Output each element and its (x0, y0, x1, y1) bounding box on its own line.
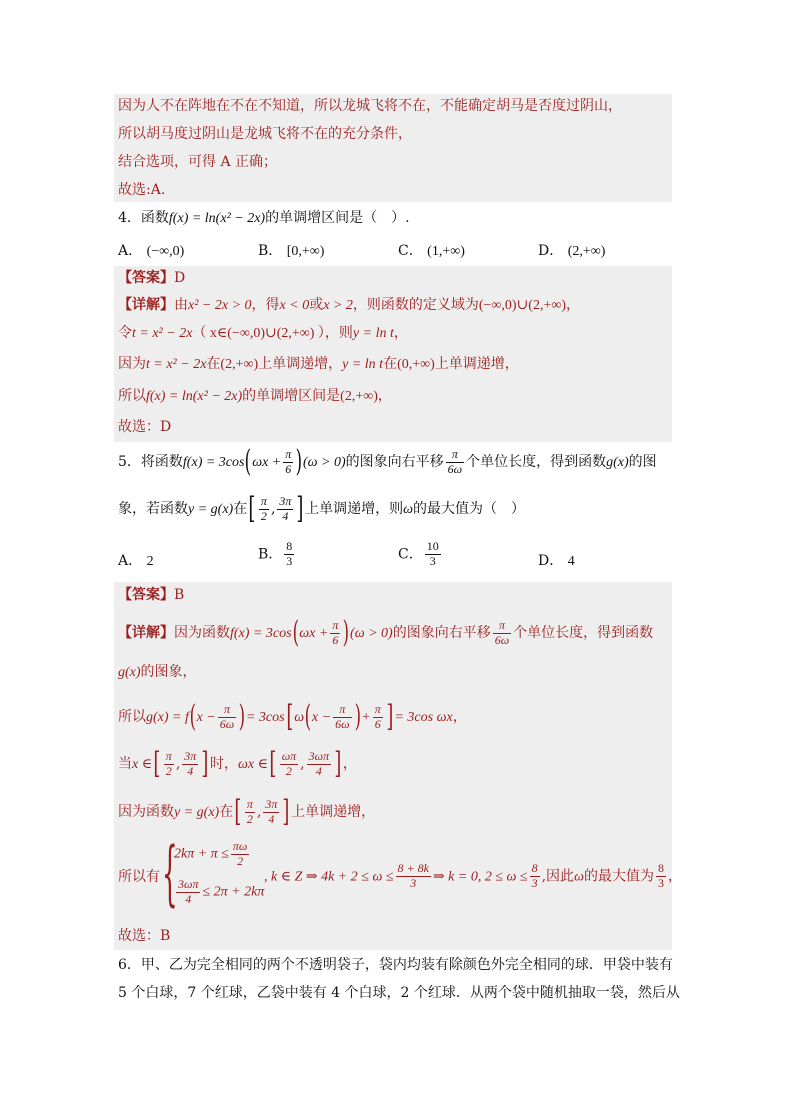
brace: { (162, 832, 178, 914)
prev-solution-line-4: 故选:A. (118, 182, 166, 198)
q5-detail-line-2: g(x)的图象， (118, 664, 197, 680)
q5-stem-line-2: 象，若函数y = g(x)在[ $\frac{\pi}{2}$ , $\frac{3\pi}{4}$ ]上单调递增，则ω的最大值为（ ） (118, 491, 526, 526)
q4-stem: 4．函数f(x) = ln(x² − 2x)的单调增区间是（ ）. (118, 210, 410, 226)
q5-option-b: B． $\frac{8}{3}$ (258, 539, 293, 568)
q4-solution-band (114, 266, 672, 442)
q4-option-b: B． [0,+∞) (258, 243, 325, 259)
q6-line-1: 6．甲、乙为完全相同的两个不透明袋子，袋内均装有除颜色外完全相同的球．甲袋中装有 (118, 957, 673, 973)
q5-option-c: C． $\frac{10}{3}$ (398, 539, 439, 568)
q5-detail-line-5: 因为函数y = g(x)在[ $\frac{\pi}{2}$ , $\frac{3\pi}{4}$ ]上单调递增， (118, 794, 376, 829)
prev-solution-line-2: 所以胡马度过阴山是龙城飞将不在的充分条件， (118, 126, 412, 142)
q4-detail-line-3: 因为t = x² − 2x在(2,+∞)上单调递增，y = ln t在(0,+∞)上单调递增， (118, 356, 519, 372)
q4-conclusion: 故选：D (118, 419, 172, 435)
q5-option-a: A． 2 (118, 553, 154, 569)
q4-option-c: C． (1,+∞) (398, 243, 465, 259)
prev-solution-line-1: 因为人不在阵地在不在不知道，所以龙城飞将不在，不能确定胡马是否度过阴山， (118, 98, 622, 114)
q5-detail-line-3: 所以g(x) = f(x − $\frac{\pi}{6\omega}$ )= 3cos[ω(x − $\frac{\pi}{6\omega}$ )+ $\frac{\pi}{6}$ ]= 3cos ωx， (118, 699, 467, 734)
q4-detail-line-2: 令t = x² − 2x（ x∈(−∞,0)∪(2,+∞) ），则y = ln t， (118, 325, 408, 341)
q5-stem-line-1: 5．将函数f(x) = 3cos(ωx + $\frac{\pi}{6}$ )(ω > 0)的图象向右平移 $\frac{\pi}{6\omega}$ 个单位长度，得到函数g(x)的图 (118, 444, 657, 479)
q4-detail-line-4: 所以f(x) = ln(x² − 2x)的单调增区间是(2,+∞)， (118, 388, 392, 404)
q5-answer: 【答案】B (118, 587, 185, 603)
q4-detail-line-1: 【详解】由x² − 2x > 0，得x < 0或x > 2，则函数的定义域为(−∞,0)∪(2,+∞)， (118, 297, 581, 313)
q6-line-2: 5 个白球，7 个红球，乙袋中装有 4 个白球，2 个红球．从两个袋中随机抽取一袋，然后从 (118, 985, 680, 1001)
q4-answer: 【答案】D (118, 270, 186, 286)
q5-detail-line-4: 当x ∈[ $\frac{\pi}{2}$ , $\frac{3\pi}{4}$ ]时，ωx ∈[ $\frac{\omega\pi}{2}$ , $\frac{3\omega\pi}{4}$ ]， (118, 746, 357, 781)
q5-conclusion: 故选：B (118, 928, 171, 944)
q4-option-d: D． (2,+∞) (538, 243, 606, 259)
q5-detail-line-1: 【详解】因为函数f(x) = 3cos(ωx + $\frac{\pi}{6}$ )(ω > 0)的图象向右平移 $\frac{\pi}{6\omega}$ 个单位长度，得到函数 (118, 615, 654, 650)
q4-option-a: A． (−∞,0) (118, 243, 185, 259)
prev-solution-line-3: 结合选项，可得 A 正确； (118, 154, 278, 170)
q5-option-d: D． 4 (538, 553, 575, 569)
